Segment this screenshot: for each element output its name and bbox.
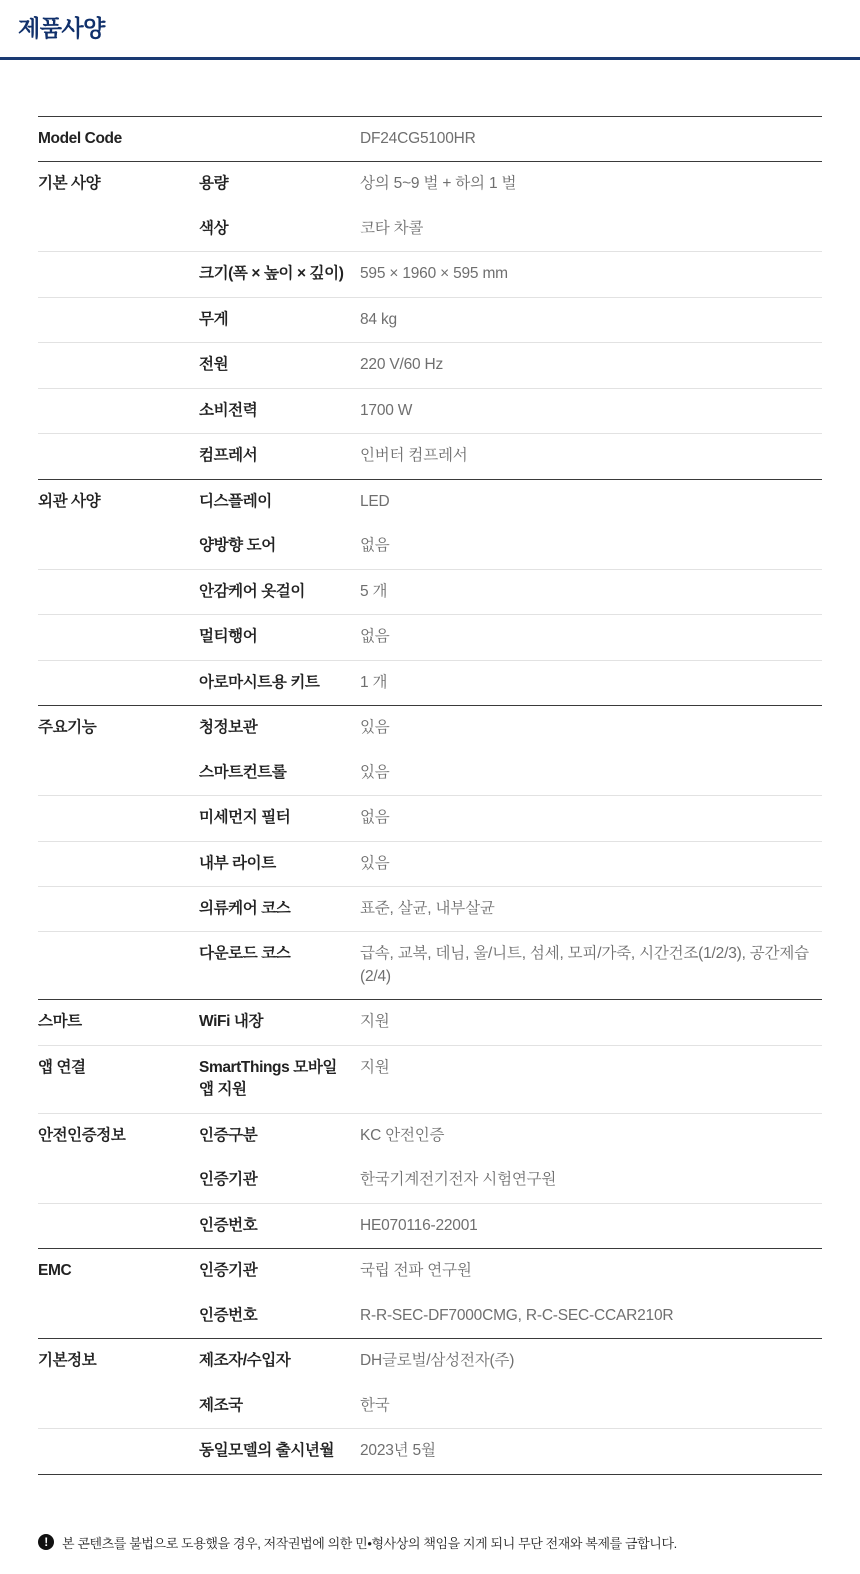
spec-category: 스마트	[38, 1000, 199, 1045]
spec-item: 안감케어 옷걸이	[199, 569, 360, 614]
table-row	[38, 297, 822, 342]
spec-value: R-R-SEC-DF7000CMG, R-C-SEC-CCAR210R	[360, 1306, 674, 1324]
spec-category	[38, 932, 199, 1000]
spec-value: 없음	[360, 615, 822, 660]
spec-value: 84 kg	[360, 297, 822, 342]
page-header	[0, 0, 860, 60]
spec-category	[38, 660, 199, 705]
table-row	[38, 1158, 822, 1203]
spec-item: 인증기관	[199, 1158, 360, 1203]
copyright-notice	[38, 1533, 822, 1552]
spec-item: 인증번호	[199, 1216, 258, 1234]
table-row	[38, 1429, 822, 1474]
table-row	[38, 1000, 822, 1045]
table-row	[38, 524, 822, 569]
spec-value: 급속, 교복, 데님, 울/니트, 섬세, 모피/가죽, 시간건조(1/2/3), 공간제습(2/4)	[360, 945, 809, 985]
table-row	[38, 751, 822, 796]
spec-value: 표준, 살균, 내부살균	[360, 886, 822, 931]
spec-value: 1 개	[360, 673, 388, 691]
table-row	[38, 117, 822, 162]
spec-item: 의류케어 코스	[199, 886, 360, 931]
spec-item: 인증번호	[199, 1306, 258, 1324]
spec-item: 제조자/수입자	[199, 1339, 360, 1384]
spec-category	[38, 1203, 199, 1248]
spec-value: 2023년 5월	[360, 1429, 822, 1474]
spec-item: 내부 라이트	[199, 841, 360, 886]
page-title: 제품사양	[18, 15, 105, 41]
spec-value: HE070116-22001	[360, 1216, 478, 1234]
spec-section	[0, 116, 860, 1475]
spec-category	[38, 841, 199, 886]
spec-category	[38, 1429, 199, 1474]
spec-value: 없음	[360, 524, 822, 569]
table-row	[38, 207, 822, 252]
spec-value: DH글로벌/삼성전자(주)	[360, 1339, 822, 1384]
spec-item: 컴프레서	[199, 447, 258, 465]
spec-item: 크기(폭 × 높이 × 깊이)	[199, 252, 360, 297]
spec-category: Model Code	[38, 117, 360, 162]
spec-item: 제조국	[199, 1384, 360, 1429]
spec-category	[38, 751, 199, 796]
table-row	[38, 841, 822, 886]
spec-value: 한국기계전기전자 시험연구원	[360, 1158, 822, 1203]
spec-category	[38, 569, 199, 614]
table-row	[38, 479, 822, 524]
spec-item: 색상	[199, 207, 360, 252]
copyright-notice-text: 본 콘텐츠를 불법으로 도용했을 경우, 저작권법에 의한 민•형사상의 책임을 지게 되니 무단 전재와 복제를 금합니다.	[62, 1535, 677, 1551]
spec-category: 외관 사양	[38, 479, 199, 524]
spec-category	[38, 252, 199, 297]
spec-category: 주요기능	[38, 706, 199, 751]
table-row	[38, 1339, 822, 1384]
spec-item: 미세먼지 필터	[199, 796, 360, 841]
spec-category	[38, 297, 199, 342]
spec-item: 인증구분	[199, 1113, 360, 1158]
table-row	[38, 1203, 822, 1248]
spec-item: 멀티행어	[199, 615, 360, 660]
spec-value: 상의 5~9 벌 + 하의 1 벌	[360, 162, 822, 207]
spec-value: KC 안전인증	[360, 1113, 822, 1158]
spec-category: 기본정보	[38, 1339, 199, 1384]
table-row	[38, 569, 822, 614]
spec-item: 아로마시트용 키트	[199, 673, 320, 691]
spec-category: 앱 연결	[38, 1045, 199, 1113]
spec-item: 용량	[199, 162, 360, 207]
table-row	[38, 1294, 822, 1339]
spec-value: 5 개	[360, 569, 822, 614]
table-row	[38, 796, 822, 841]
spec-value: 있음	[360, 706, 822, 751]
spec-value: 한국	[360, 1384, 822, 1429]
spec-item: 스마트컨트롤	[199, 751, 360, 796]
spec-category	[38, 434, 199, 479]
spec-item: 동일모델의 출시년월	[199, 1429, 360, 1474]
spec-category: EMC	[38, 1249, 199, 1294]
spec-category	[38, 207, 199, 252]
spec-category: 안전인증정보	[38, 1113, 199, 1158]
table-row	[38, 343, 822, 388]
spec-category	[38, 388, 199, 433]
spec-value: 국립 전파 연구원	[360, 1249, 822, 1294]
spec-item: 청정보관	[199, 706, 360, 751]
table-row	[38, 252, 822, 297]
table-row	[38, 1113, 822, 1158]
spec-item: 인증기관	[199, 1249, 360, 1294]
spec-item: 양방향 도어	[199, 524, 360, 569]
table-row	[38, 162, 822, 207]
spec-category	[38, 886, 199, 931]
spec-category	[38, 343, 199, 388]
spec-item: WiFi 내장	[199, 1000, 360, 1045]
spec-value: 지원	[360, 1000, 822, 1045]
spec-value: 1700 W	[360, 388, 822, 433]
spec-item: 전원	[199, 343, 360, 388]
spec-value: 지원	[360, 1045, 822, 1113]
table-row	[38, 706, 822, 751]
spec-item: 무게	[199, 297, 360, 342]
specification-table	[38, 116, 822, 1475]
table-row	[38, 388, 822, 433]
table-row	[38, 660, 822, 705]
spec-item: SmartThings 모바일 앱 지원	[199, 1045, 360, 1113]
spec-value: 220 V/60 Hz	[360, 343, 822, 388]
table-row	[38, 615, 822, 660]
exclamation-icon: !	[38, 1534, 54, 1550]
spec-value: DF24CG5100HR	[360, 117, 822, 162]
spec-item: 다운로드 코스	[199, 945, 291, 963]
spec-category	[38, 1294, 199, 1339]
spec-value: LED	[360, 479, 822, 524]
spec-category	[38, 1384, 199, 1429]
spec-item: 디스플레이	[199, 479, 360, 524]
spec-value: 있음	[360, 751, 822, 796]
table-row	[38, 1045, 822, 1113]
spec-item: 소비전력	[199, 388, 360, 433]
spec-value: 595 × 1960 × 595 mm	[360, 252, 822, 297]
spec-value: 인버터 컴프레서	[360, 447, 468, 465]
spec-category: 기본 사양	[38, 162, 199, 207]
table-row	[38, 932, 822, 1000]
spec-category	[38, 1158, 199, 1203]
table-row	[38, 434, 822, 479]
spec-category	[38, 615, 199, 660]
spec-value: 있음	[360, 841, 822, 886]
table-row	[38, 1249, 822, 1294]
table-row	[38, 1384, 822, 1429]
table-row	[38, 886, 822, 931]
spec-category	[38, 524, 199, 569]
spec-category	[38, 796, 199, 841]
spec-value: 코타 차콜	[360, 207, 822, 252]
spec-value: 없음	[360, 796, 822, 841]
